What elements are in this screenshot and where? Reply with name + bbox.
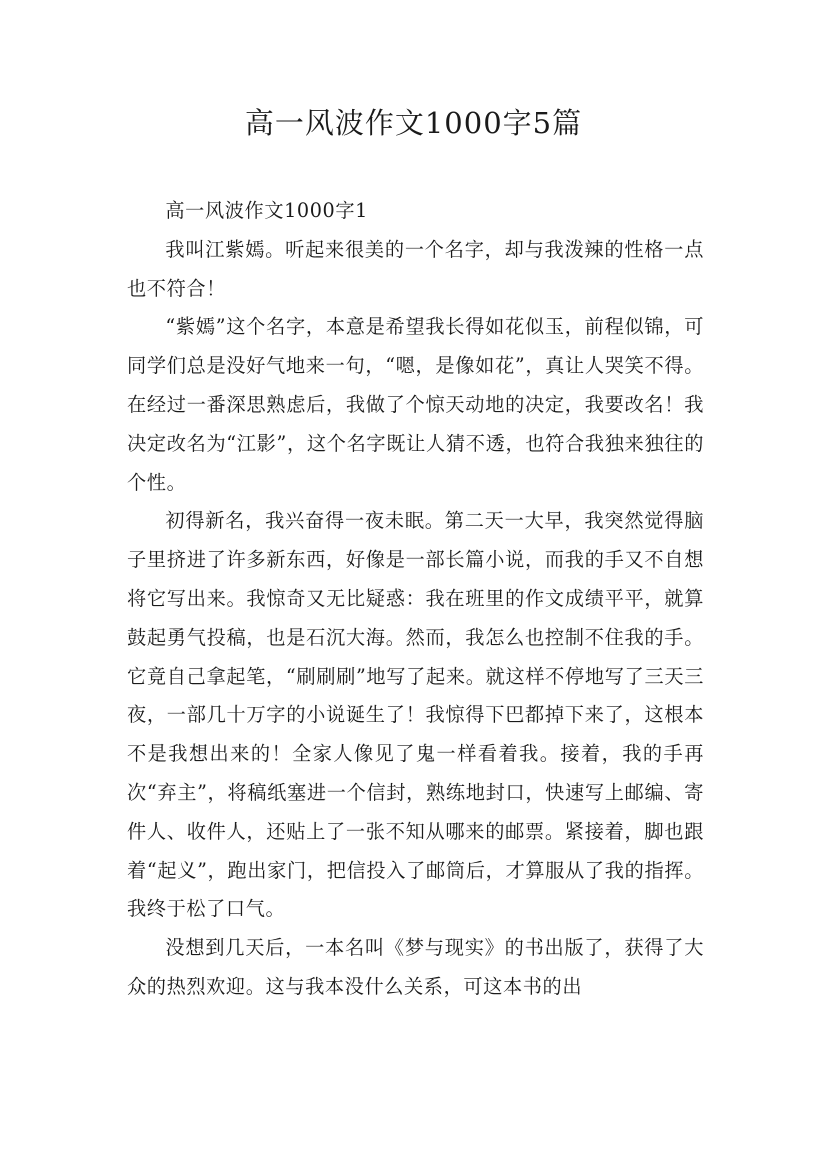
document-title: 高一风波作文1000字5篇 (244, 106, 583, 140)
document-body (127, 192, 704, 1007)
section-heading: 高一风波作文1000字1 (165, 199, 368, 222)
paragraph: 初得新名，我兴奋得一夜未眠。第二天一大早，我突然觉得脑子里挤进了许多新东西，好像是一部长篇小说，而我的手又不自想将它写出来。我惊奇又无比疑惑：我在班里的作文成绩平平，就算鼓起勇气投稿，也是石沉大海。然而，我怎么也控制不住我的手。它竟自己拿起笔，“刷刷刷”地写了起来。就这样不停地写了三天三夜，一部几十万字的小说诞生了！我惊得下巴都掉下来了，这根本不是我想出来的！全家人像见了鬼一样看着我。接着，我的手再次“弃主”，将稿纸塞进一个信封，熟练地封口，快速写上邮编、寄件人、收件人，还贴上了一张不知从哪来的邮票。紧接着，脚也跟着“起义”，跑出家门，把信投入了邮筒后，才算服从了我的指挥。我终于松了口气。 (127, 509, 704, 921)
paragraph: 我叫江紫嫣。听起来很美的一个名字，却与我泼辣的性格一点也不符合！ (127, 237, 704, 300)
paragraph: 没想到几天后，一本名叫《梦与现实》的书出版了，获得了大众的热烈欢迎。这与我本没什么关系，可这本书的出 (127, 936, 704, 998)
paragraph: “紫嫣”这个名字，本意是希望我长得如花似玉，前程似锦，可同学们总是没好气地来一句，“嗯，是像如花”，真让人哭笑不得。在经过一番深思熟虑后，我做了个惊天动地的决定，我要改名！我决定改名为“江影”，这个名字既让人猜不透，也符合我独来独往的个性。 (127, 315, 704, 494)
